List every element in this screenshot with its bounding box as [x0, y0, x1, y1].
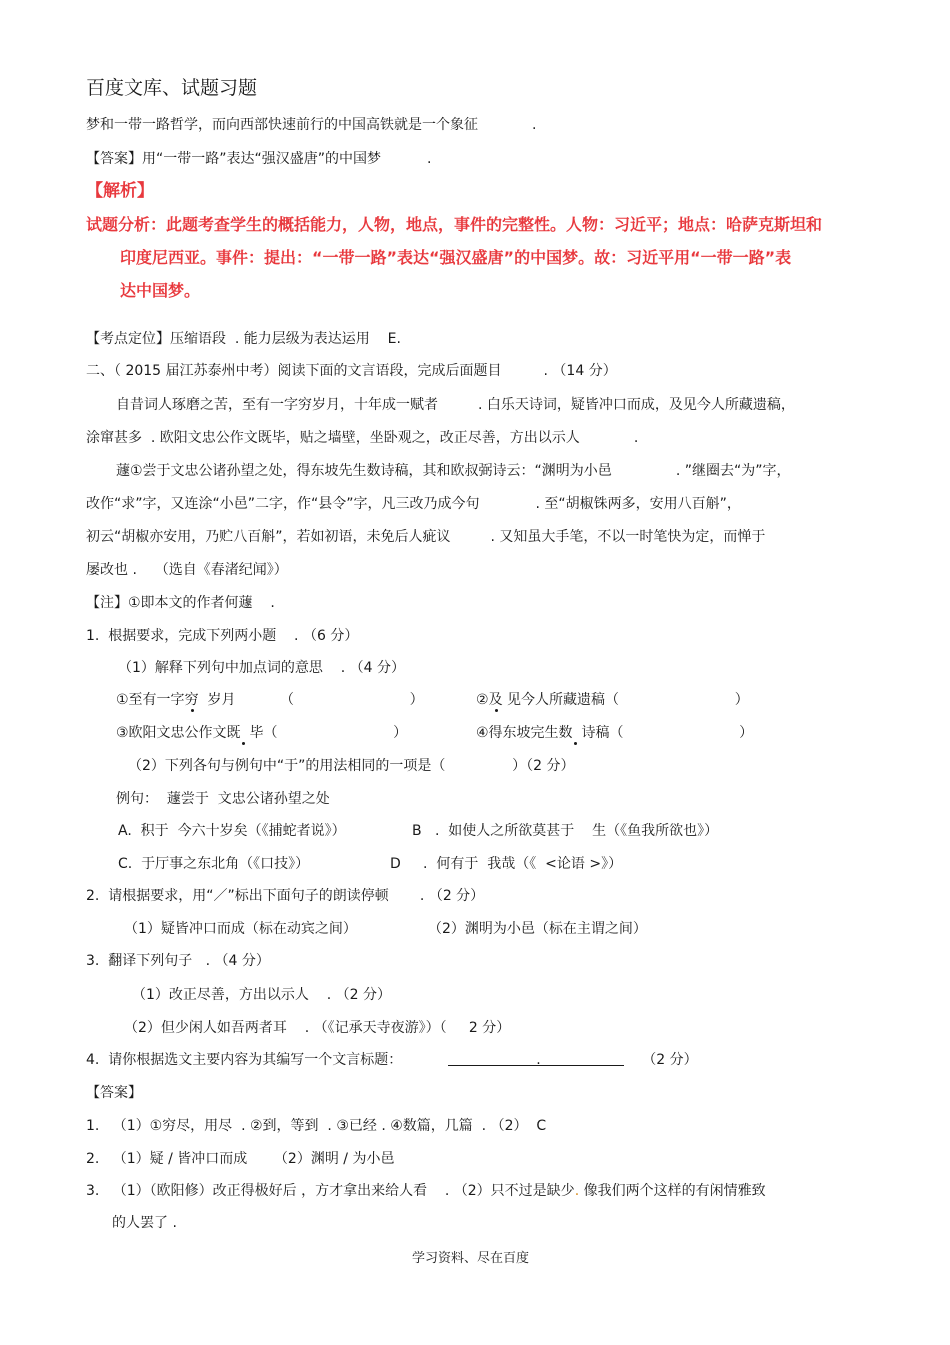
question-2-2: （2）渊明为小邑（标在主谓之间） — [428, 921, 647, 937]
passage-line-6: 屡改也 . （选自《春渚纪闻》） — [86, 562, 288, 578]
passage-line-4: 改作“求”字，又连涂“小邑”二字，作“县令”字，凡三改乃成今句 . 至“胡椒铢两多，安用八百斛”， — [86, 496, 741, 512]
analysis-line-1: 试题分析：此题考查学生的概括能力，人物，地点，事件的完整性。人物：习近平；地点：哈萨克斯坦和 — [86, 215, 823, 234]
question-1: 1. 根据要求，完成下列两小题 . （6 分） — [86, 628, 359, 644]
kaodian-line: 【考点定位】压缩语段 . 能力层级为表达运用 E. — [86, 331, 401, 347]
answers-heading: 【答案】 — [86, 1085, 142, 1101]
note-line: 【注】①即本文的作者何蘧 . — [86, 595, 275, 611]
answer-3: 3. （1）（欧阳修）改正得极好后 ，方才拿出来给人看 . （2）只不过是缺少. 像我们两个这样的有闲情雅致 — [86, 1183, 766, 1199]
question-4: 4. 请你根据选文主要内容为其编写一个文言标题： . （2 分） — [86, 1052, 698, 1068]
option-b: B . 如使人之所欲莫甚于 生（《鱼我所欲也》） — [412, 823, 719, 839]
passage-line-2: 涂窜甚多 . 欧阳文忠公作文既毕，贴之墙壁，坐卧观之，改正尽善，方出以示人 . — [86, 430, 639, 446]
passage-line-5: 初云“胡椒亦安用，乃贮八百斛”，若如初语，未免后人疵议 . 又知虽大手笔，不以一时笔快为定，而惮于 — [86, 529, 766, 545]
question-2: 2. 请根据要求，用“／”标出下面句子的朗读停顿 . （2 分） — [86, 888, 485, 904]
intro-line: 梦和一带一路哲学，而向西部快速前行的中国高铁就是一个象征 . — [86, 117, 537, 133]
question-1-1-b: ②及 见今人所藏遗稿（ ） — [476, 692, 749, 708]
question-1-1: （1）解释下列句中加点词的意思 . （4 分） — [118, 660, 405, 676]
passage-line-3: 蘧①尝于文忠公诸孙望之处，得东坡先生数诗稿，其和欧叔弼诗云：“渊明为小邑 . ”继圈去“为”字， — [116, 463, 791, 479]
question-1-1-a: ①至有一字穷 岁月 （ ） — [116, 692, 424, 708]
page-title: 百度文库、试题习题 — [86, 77, 258, 99]
analysis-line-3: 达中国梦。 — [120, 281, 201, 300]
page-footer: 学习资料、尽在百度 — [412, 1251, 530, 1266]
example-sentence: 例句： 蘧尝于 文忠公诸孙望之处 — [116, 791, 330, 807]
answer-1: 1. （1）①穷尽，用尽 . ②到，等到 . ③已经 . ④数篇，几篇 . （2） C — [86, 1118, 547, 1134]
section2-heading: 二、（ 2015 届江苏泰州中考）阅读下面的文言语段，完成后面题目 . （14 分） — [86, 363, 617, 379]
answer-3-line-2: 的人罢了 . — [112, 1215, 177, 1231]
intro-answer: 【答案】用“一带一路”表达“强汉盛唐”的中国梦 . — [86, 151, 432, 167]
question-1-2: （2）下列各句与例句中“于”的用法相同的一项是（ ）（2 分） — [128, 758, 575, 774]
option-a: A. 积于 今六十岁矣（《捕蛇者说》） — [118, 823, 346, 839]
answer-2: 2. （1）疑 / 皆冲口而成 （2）渊明 / 为小邑 — [86, 1151, 395, 1167]
question-1-1-d: ④得东坡完生数 诗稿（ ） — [476, 725, 754, 741]
analysis-line-2: 印度尼西亚。事件：提出：“一带一路”表达“强汉盛唐”的中国梦。故：习近平用“一带一路”表 — [120, 248, 792, 267]
analysis-heading: 【解析】 — [86, 181, 154, 201]
option-d: D . 何有于 我哉（《 <论语 >》） — [390, 856, 623, 872]
question-3-2: （2）但少闲人如吾两者耳 . （《记承天寺夜游》）（ 2 分） — [124, 1020, 511, 1036]
question-3-1: （1）改正尽善，方出以示人 . （2 分） — [132, 987, 391, 1003]
question-2-1: （1）疑皆冲口而成（标在动宾之间） — [124, 921, 357, 937]
option-c: C. 于厅事之东北角（《口技》） — [118, 856, 310, 872]
title-answer-blank[interactable]: . — [448, 1051, 624, 1066]
question-1-1-c: ③欧阳文忠公作文既 毕（ ） — [116, 725, 408, 741]
passage-line-1: 自昔词人琢磨之苦，至有一字穷岁月，十年成一赋者 . 白乐天诗词，疑皆冲口而成，及见今人所藏遗稿， — [116, 397, 795, 413]
question-3: 3. 翻译下列句子 . （4 分） — [86, 953, 270, 969]
